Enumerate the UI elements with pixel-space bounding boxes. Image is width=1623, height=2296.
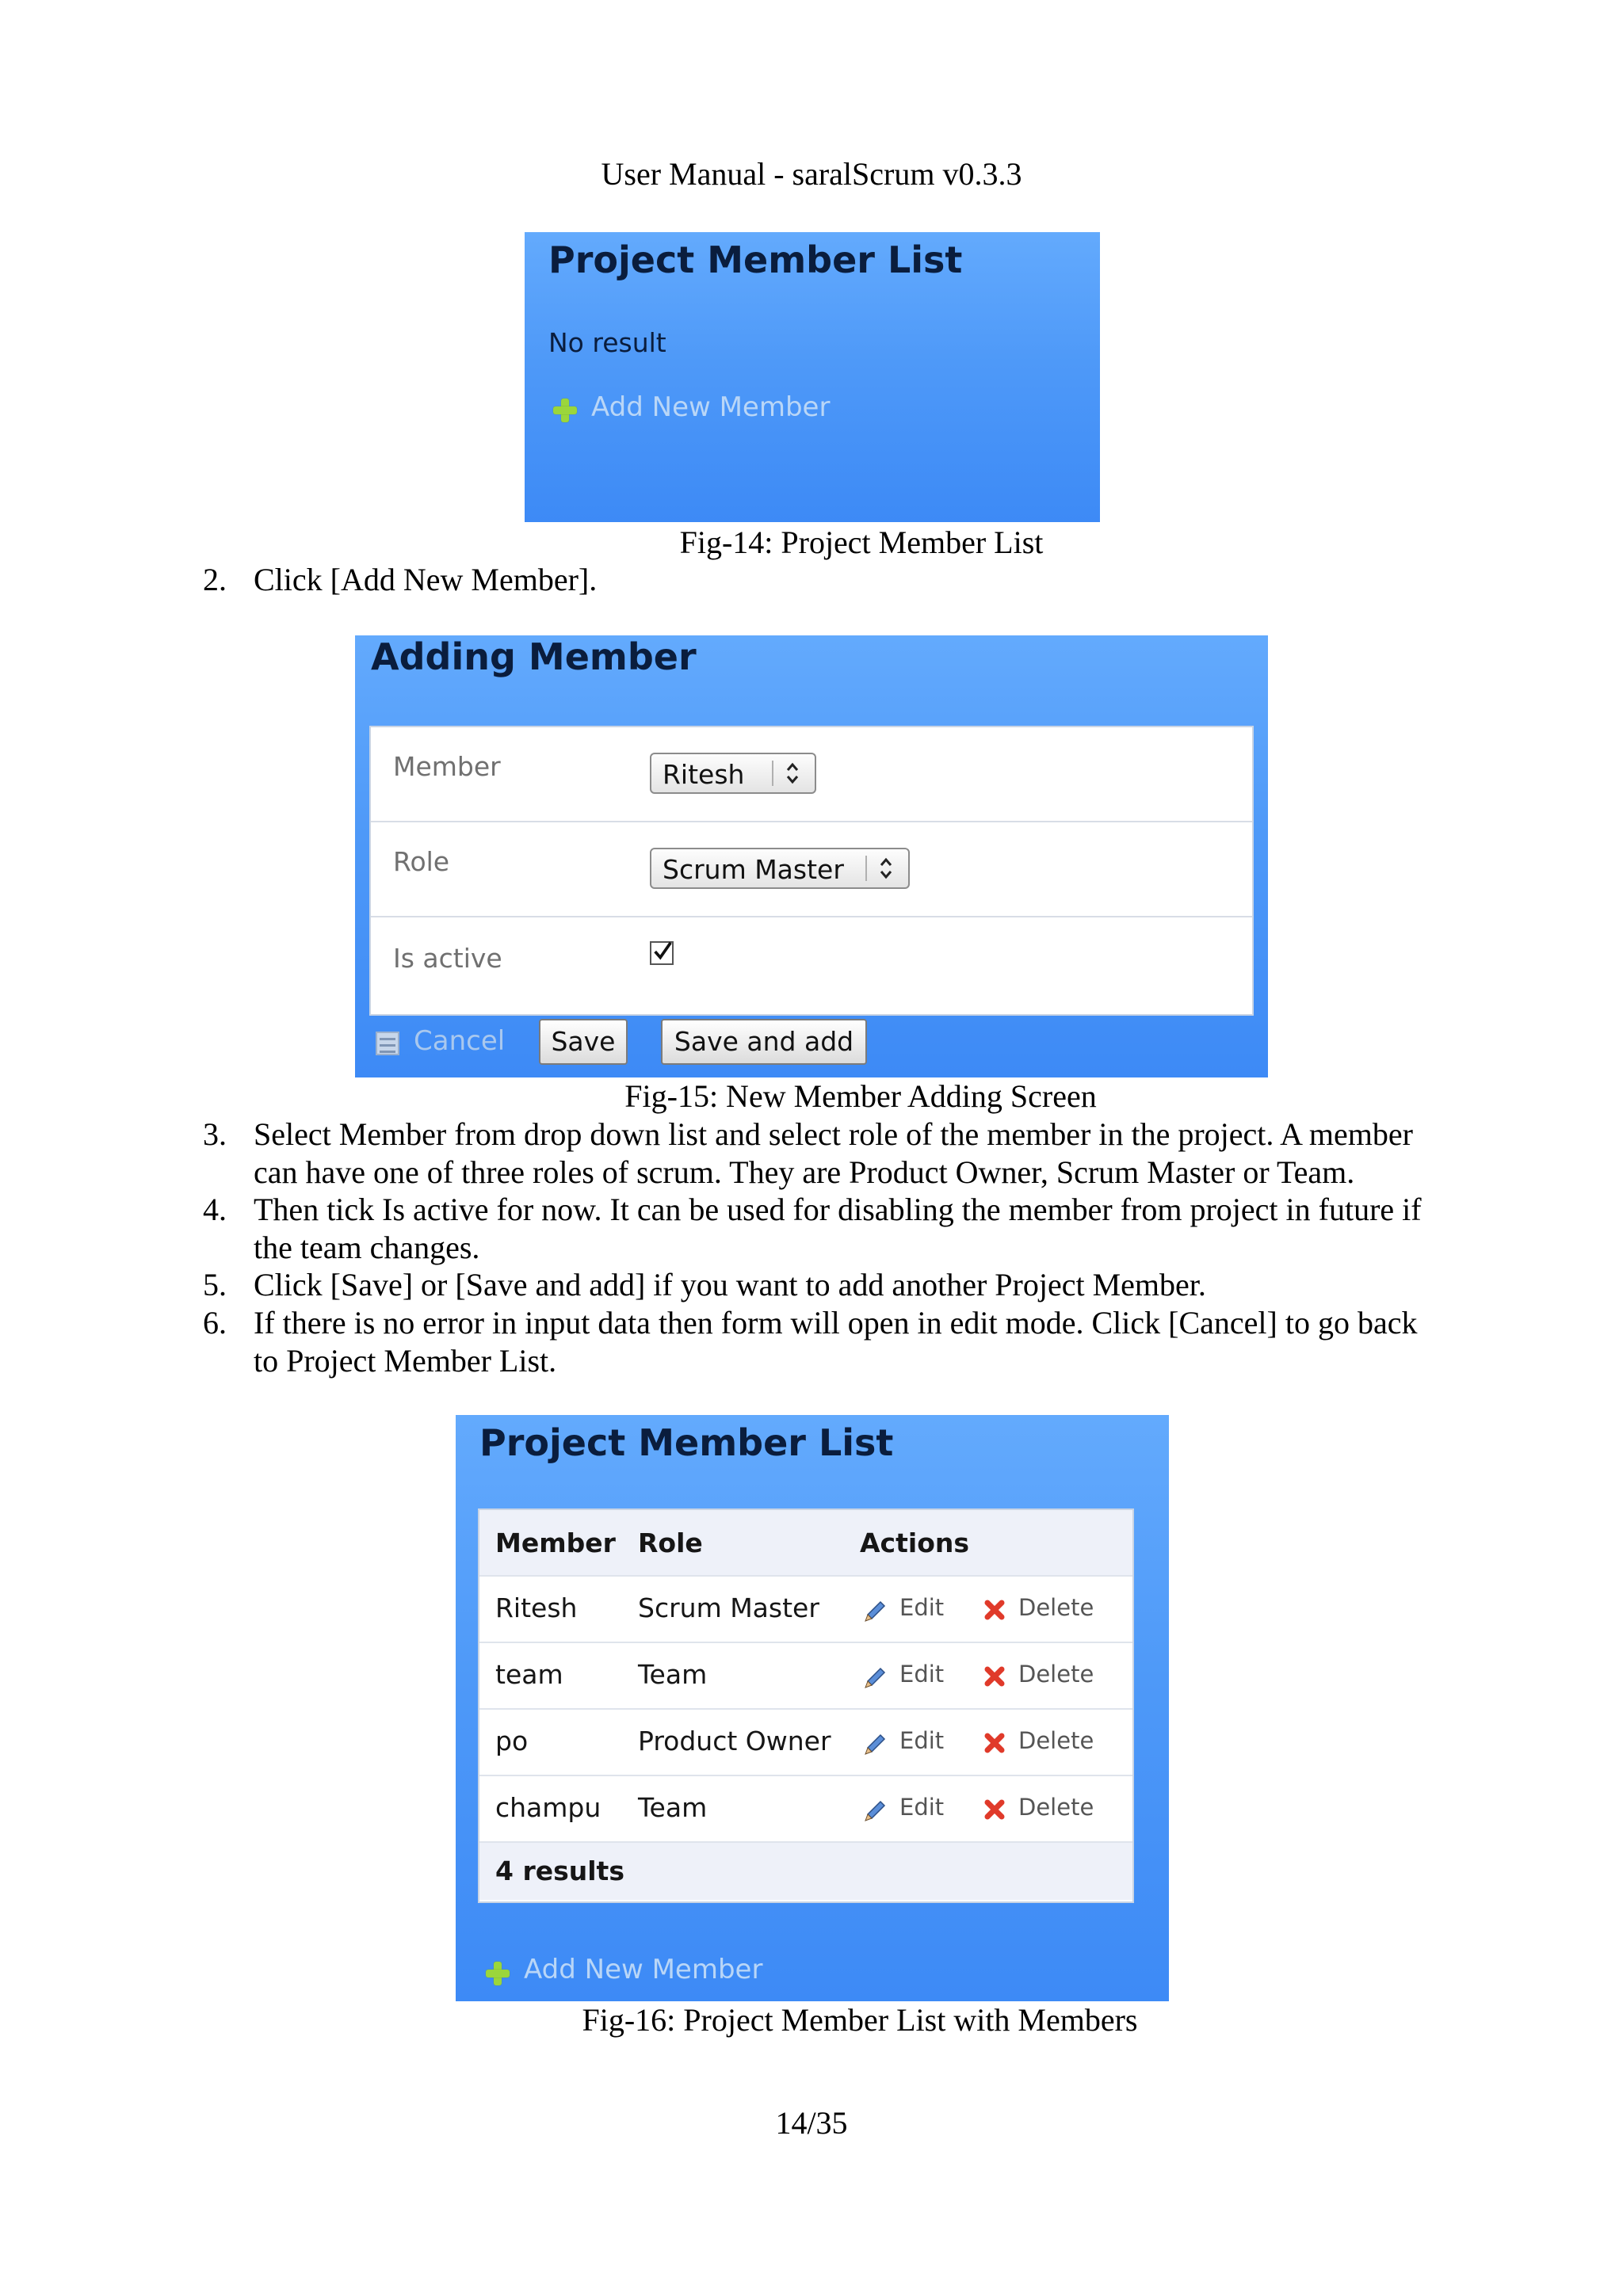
panel-title: Project Member List xyxy=(548,238,963,281)
pencil-icon xyxy=(863,1664,888,1689)
role-cell: Scrum Master xyxy=(638,1592,819,1623)
results-count: 4 results xyxy=(495,1855,624,1886)
member-label: Member xyxy=(393,751,501,782)
form-row-role xyxy=(371,822,1252,917)
role-label: Role xyxy=(393,846,450,877)
add-new-member-link[interactable]: Add New Member xyxy=(524,1954,763,1985)
list-number: 5. xyxy=(203,1267,227,1302)
role-select[interactable] xyxy=(650,848,910,889)
cancel-link[interactable]: Cancel xyxy=(414,1025,506,1057)
is-active-label: Is active xyxy=(393,943,502,974)
adding-member-screenshot xyxy=(355,635,1268,1077)
column-header: Actions xyxy=(860,1527,969,1558)
role-cell: Team xyxy=(638,1659,708,1690)
plus-icon xyxy=(484,1960,511,1987)
pencil-icon xyxy=(863,1797,888,1822)
table-row xyxy=(479,1577,1132,1643)
figure-caption: Fig-16: Project Member List with Members xyxy=(582,2002,1138,2038)
list-item-text: Then tick Is active for now. It can be used for disabling the member from project in future if xyxy=(254,1192,1422,1227)
add-new-member-link[interactable]: Add New Member xyxy=(591,391,831,423)
list-number: 6. xyxy=(203,1305,227,1341)
member-cell: champu xyxy=(495,1792,601,1823)
member-select-value: Ritesh xyxy=(663,759,745,790)
role-cell: Product Owner xyxy=(638,1726,831,1756)
select-arrows-icon xyxy=(876,852,896,884)
list-number: 3. xyxy=(203,1116,227,1152)
member-cell: po xyxy=(495,1726,529,1756)
pencil-icon xyxy=(863,1730,888,1756)
member-cell: team xyxy=(495,1659,563,1690)
delete-icon xyxy=(982,1797,1007,1822)
panel-title: Adding Member xyxy=(371,635,697,678)
checkmark-icon xyxy=(651,941,674,963)
delete-link[interactable]: Delete xyxy=(1018,1594,1094,1621)
form-row-active xyxy=(371,917,1252,1013)
save-button[interactable]: Save xyxy=(539,1019,628,1065)
table-row xyxy=(479,1643,1132,1710)
member-select[interactable] xyxy=(650,753,816,794)
list-item-text: Click [Save] or [Save and add] if you want to add another Project Member. xyxy=(254,1267,1206,1302)
member-form xyxy=(369,726,1254,1016)
edit-link[interactable]: Edit xyxy=(899,1727,945,1754)
project-member-list-empty-screenshot xyxy=(525,232,1100,522)
cancel-icon xyxy=(376,1032,399,1055)
plus-icon xyxy=(552,397,579,424)
no-result-text: No result xyxy=(548,327,666,358)
member-table xyxy=(478,1508,1134,1903)
column-header: Member xyxy=(495,1527,616,1558)
save-and-add-button[interactable]: Save and add xyxy=(661,1019,867,1065)
form-row-member xyxy=(371,727,1252,822)
table-row xyxy=(479,1776,1132,1843)
column-header: Role xyxy=(638,1527,703,1558)
delete-icon xyxy=(982,1730,1007,1756)
panel-title: Project Member List xyxy=(479,1421,894,1464)
delete-icon xyxy=(982,1664,1007,1689)
edit-link[interactable]: Edit xyxy=(899,1594,945,1621)
table-header-row xyxy=(479,1510,1132,1577)
table-row xyxy=(479,1710,1132,1776)
figure-caption: Fig-14: Project Member List xyxy=(679,524,1044,560)
delete-link[interactable]: Delete xyxy=(1018,1794,1094,1821)
table-footer-row xyxy=(479,1843,1132,1900)
list-number: 4. xyxy=(203,1192,227,1227)
page-number: 14/35 xyxy=(775,2105,848,2141)
list-item-text: Select Member from drop down list and select role of the member in the project. A member xyxy=(254,1116,1413,1152)
document-header: User Manual - saralScrum v0.3.3 xyxy=(601,156,1022,192)
list-number: 2. xyxy=(203,562,227,597)
role-cell: Team xyxy=(638,1792,708,1823)
pencil-icon xyxy=(863,1597,888,1623)
delete-link[interactable]: Delete xyxy=(1018,1727,1094,1754)
edit-link[interactable]: Edit xyxy=(899,1794,945,1821)
delete-icon xyxy=(982,1597,1007,1623)
list-item-text: can have one of three roles of scrum. They are Product Owner, Scrum Master or Team. xyxy=(254,1154,1355,1190)
is-active-checkbox[interactable] xyxy=(650,941,674,965)
list-item-text: If there is no error in input data then form will open in edit mode. Click [Cancel] to go back xyxy=(254,1305,1418,1341)
select-arrows-icon xyxy=(783,757,802,789)
member-cell: Ritesh xyxy=(495,1592,578,1623)
edit-link[interactable]: Edit xyxy=(899,1661,945,1688)
delete-link[interactable]: Delete xyxy=(1018,1661,1094,1688)
list-item-text: to Project Member List. xyxy=(254,1343,557,1379)
role-select-value: Scrum Master xyxy=(663,854,844,885)
list-item-text: the team changes. xyxy=(254,1230,480,1265)
list-item-text: Click [Add New Member]. xyxy=(254,562,598,597)
figure-caption: Fig-15: New Member Adding Screen xyxy=(624,1078,1097,1114)
project-member-list-screenshot xyxy=(456,1415,1169,2001)
